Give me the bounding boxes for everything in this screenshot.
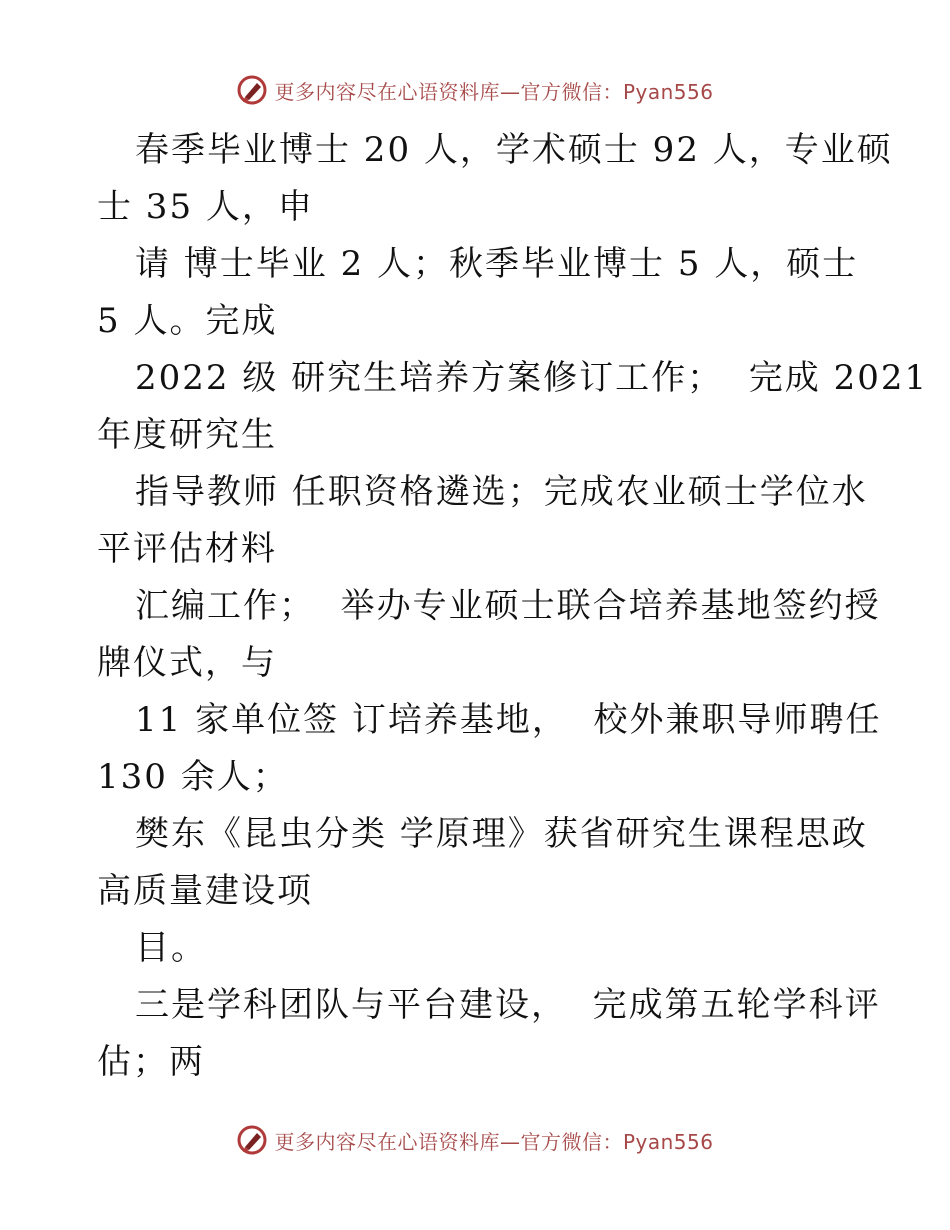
- text-line: 三是学科团队与平台建设， 完成第五轮学科评: [135, 985, 881, 1025]
- header-watermark-banner: [0, 70, 950, 110]
- text-line: 平评估材料: [97, 529, 277, 569]
- pen-logo-icon: [236, 1124, 268, 1156]
- text-line: 估；两: [97, 1042, 205, 1082]
- pen-logo-icon: [236, 74, 268, 106]
- watermark-text: 更多内容尽在心语资料库—官方微信：Pyan556: [274, 79, 714, 104]
- text-line: 2022 级 研究生培养方案修订工作； 完成 2021: [135, 358, 929, 398]
- text-line: 年度研究生: [97, 415, 277, 455]
- text-line: 请 博士毕业 2 人；秋季毕业博士 5 人，硕士: [135, 244, 859, 284]
- text-line: 高质量建设项: [97, 871, 313, 911]
- text-line: 11 家单位签 订培养基地， 校外兼职导师聘任: [135, 700, 882, 740]
- text-line: 130 余人；: [97, 757, 289, 797]
- text-line: 春季毕业博士 20 人，学术硕士 92 人，专业硕: [135, 130, 893, 170]
- text-line: 目。: [135, 928, 207, 968]
- text-line: 汇编工作； 举办专业硕士联合培养基地签约授: [135, 586, 881, 626]
- text-line: 牌仪式，与: [97, 643, 277, 683]
- footer-watermark-banner: [0, 1120, 950, 1160]
- watermark-text: 更多内容尽在心语资料库—官方微信：Pyan556: [274, 1129, 714, 1154]
- text-line: 5 人。完成: [97, 301, 278, 341]
- text-line: 指导教师 任职资格遴选；完成农业硕士学位水: [135, 472, 868, 512]
- text-line: 士 35 人，申: [97, 187, 314, 227]
- text-line: 樊东《昆虫分类 学原理》获省研究生课程思政: [135, 814, 868, 854]
- document-body: [97, 122, 929, 1091]
